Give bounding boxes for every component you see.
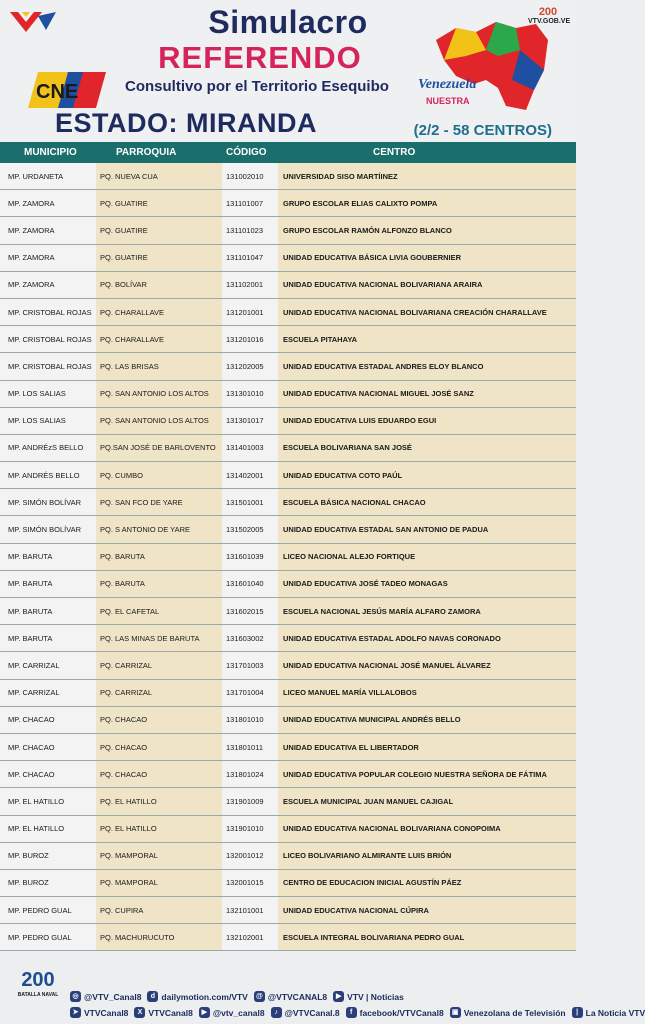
table-row: [0, 625, 576, 652]
cell-municipio: MP. URDANETA: [0, 163, 96, 189]
cell-municipio: MP. BUROZ: [0, 870, 96, 896]
cell-municipio: MP. BARUTA: [0, 544, 96, 570]
table-row: [0, 353, 576, 380]
cell-codigo: 132001012: [222, 843, 278, 869]
cell-municipio: MP. ZAMORA: [0, 190, 96, 216]
table-row: [0, 652, 576, 679]
cell-municipio: MP. EL HATILLO: [0, 788, 96, 814]
social-link-label: @VTV_Canal8: [84, 991, 142, 1002]
social-link-label: facebook/VTVCanal8: [359, 1007, 444, 1018]
cell-municipio: MP. CHACAO: [0, 707, 96, 733]
table-row: [0, 761, 576, 788]
table-row: [0, 408, 576, 435]
table-row: [0, 788, 576, 815]
venezuela-map-logo-icon: [416, 10, 554, 118]
cell-municipio: MP. ZAMORA: [0, 272, 96, 298]
social-link[interactable]: [70, 991, 141, 1002]
cell-municipio: MP. CRISTOBAL ROJAS: [0, 326, 96, 352]
youtube-icon: ▶: [199, 1007, 210, 1018]
cell-centro: UNIDAD EDUCATIVA MUNICIPAL ANDRÉS BELLO: [278, 707, 576, 733]
cell-centro: ESCUELA MUNICIPAL JUAN MANUEL CAJIGAL: [278, 788, 576, 814]
cell-municipio: MP. CARRIZAL: [0, 680, 96, 706]
cell-codigo: 131101023: [222, 217, 278, 243]
header: [0, 0, 576, 142]
cell-centro: UNIDAD EDUCATIVA ESTADAL ANDRES ELOY BLANCO: [278, 353, 576, 379]
x-icon: X: [134, 1007, 145, 1018]
cell-codigo: 131101047: [222, 245, 278, 271]
social-link[interactable]: [333, 991, 404, 1002]
cell-parroquia: PQ. GUATIRE: [96, 190, 222, 216]
news-icon: |: [572, 1007, 583, 1018]
social-link-label: VTVCanal8: [84, 1007, 129, 1018]
estado-heading: ESTADO: MIRANDA: [55, 108, 317, 138]
table-row: [0, 571, 576, 598]
table-row: [0, 924, 576, 951]
cell-parroquia: PQ. BARUTA: [96, 571, 222, 597]
cell-municipio: MP. ZAMORA: [0, 217, 96, 243]
cne-logo-icon: [28, 70, 106, 110]
cell-codigo: 131201001: [222, 299, 278, 325]
cell-centro: LICEO NACIONAL ALEJO FORTIQUE: [278, 544, 576, 570]
cell-codigo: 131901009: [222, 788, 278, 814]
cell-codigo: 132102001: [222, 924, 278, 950]
table-row: [0, 190, 576, 217]
cell-parroquia: PQ. CUMBO: [96, 462, 222, 488]
table-row: [0, 843, 576, 870]
cell-codigo: 131101007: [222, 190, 278, 216]
tiktok-icon: ♪: [271, 1007, 282, 1018]
table-row: [0, 435, 576, 462]
cell-codigo: 131601039: [222, 544, 278, 570]
vtv-200-label: 200: [538, 6, 558, 18]
cell-municipio: MP. CRISTOBAL ROJAS: [0, 353, 96, 379]
cell-parroquia: PQ. MACHURUCUTO: [96, 924, 222, 950]
cell-parroquia: PQ. CHACAO: [96, 707, 222, 733]
cell-centro: CENTRO DE EDUCACION INICIAL AGUSTÍN PÁEZ: [278, 870, 576, 896]
cell-centro: UNIDAD EDUCATIVA JOSÉ TADEO MONAGAS: [278, 571, 576, 597]
cell-centro: LICEO BOLIVARIANO ALMIRANTE LUIS BRIÓN: [278, 843, 576, 869]
social-link-label: @VTVCANAL8: [267, 991, 328, 1002]
threads-icon: @: [254, 991, 265, 1002]
social-link-label: Venezolana de Televisión: [463, 1007, 566, 1018]
col-codigo: CÓDIGO: [226, 147, 267, 158]
cell-municipio: MP. CARRIZAL: [0, 652, 96, 678]
cell-parroquia: PQ.SAN JOSÉ DE BARLOVENTO: [96, 435, 222, 461]
social-link[interactable]: [254, 991, 327, 1002]
col-parroquia: PARROQUIA: [116, 147, 177, 158]
cell-municipio: MP. ANDRÉS BELLO: [0, 462, 96, 488]
cell-centro: UNIDAD EDUCATIVA NACIONAL BOLIVARIANA CREACIÓN CHARALLAVE: [278, 299, 576, 325]
social-link[interactable]: [572, 1007, 645, 1018]
dailymotion-icon: d: [147, 991, 158, 1002]
cell-municipio: MP. SIMÓN BOLÍVAR: [0, 516, 96, 542]
cell-centro: UNIDAD EDUCATIVA COTO PAÚL: [278, 462, 576, 488]
table-row: [0, 734, 576, 761]
col-centro: CENTRO: [373, 147, 416, 158]
cell-municipio: MP. PEDRO GUAL: [0, 897, 96, 923]
instagram-icon: ◎: [70, 991, 81, 1002]
table-row: [0, 680, 576, 707]
badge-number: 200: [21, 969, 55, 991]
table-row: [0, 462, 576, 489]
cell-parroquia: PQ. GUATIRE: [96, 217, 222, 243]
cell-codigo: 131402001: [222, 462, 278, 488]
cell-codigo: 131301010: [222, 381, 278, 407]
table-row: [0, 272, 576, 299]
table-row: [0, 544, 576, 571]
social-link-label: @vtv_canal8: [212, 1007, 265, 1018]
cell-codigo: 131202005: [222, 353, 278, 379]
table-row: [0, 299, 576, 326]
cell-centro: UNIDAD EDUCATIVA NACIONAL BOLIVARIANA ARAIRA: [278, 272, 576, 298]
cell-centro: UNIVERSIDAD SISO MARTÍINEZ: [278, 163, 576, 189]
social-row-1: [70, 991, 404, 1002]
cell-codigo: 131801011: [222, 734, 278, 760]
cell-parroquia: PQ. LAS MINAS DE BARUTA: [96, 625, 222, 651]
table-row: [0, 245, 576, 272]
svg-text:Venezuela: Venezuela: [418, 77, 477, 92]
cell-codigo: 131401003: [222, 435, 278, 461]
cell-centro: UNIDAD EDUCATIVA POPULAR COLEGIO NUESTRA SEÑORA DE FÁTIMA: [278, 761, 576, 787]
cell-codigo: 131701004: [222, 680, 278, 706]
cell-centro: GRUPO ESCOLAR RAMÓN ALFONZO BLANCO: [278, 217, 576, 243]
cell-centro: ESCUELA NACIONAL JESÚS MARÍA ALFARO ZAMORA: [278, 598, 576, 624]
cell-codigo: 131801024: [222, 761, 278, 787]
cell-parroquia: PQ. CHARALLAVE: [96, 326, 222, 352]
table-row: [0, 516, 576, 543]
cell-centro: ESCUELA BÁSICA NACIONAL CHACAO: [278, 489, 576, 515]
cell-centro: UNIDAD EDUCATIVA BÁSICA LIVIA GOUBERNIER: [278, 245, 576, 271]
cell-municipio: MP. LOS SALIAS: [0, 408, 96, 434]
cell-municipio: MP. ANDRÉzS BELLO: [0, 435, 96, 461]
cell-codigo: 131602015: [222, 598, 278, 624]
cell-municipio: MP. BARUTA: [0, 598, 96, 624]
cell-centro: ESCUELA INTEGRAL BOLIVARIANA PEDRO GUAL: [278, 924, 576, 950]
social-link[interactable]: [199, 1007, 265, 1018]
social-link-label: VTVCanal8: [148, 1007, 193, 1018]
table-row: [0, 163, 576, 190]
table-row: [0, 707, 576, 734]
tv-icon: ▣: [450, 1007, 461, 1018]
cell-codigo: 131102001: [222, 272, 278, 298]
vtv-gob-label: VTV.GOB.VE: [528, 18, 571, 25]
cell-centro: GRUPO ESCOLAR ELIAS CALIXTO POMPA: [278, 190, 576, 216]
cell-parroquia: PQ. CARRIZAL: [96, 652, 222, 678]
cell-municipio: MP. PEDRO GUAL: [0, 924, 96, 950]
cell-codigo: 131501001: [222, 489, 278, 515]
vtv-icon: ▶: [333, 991, 344, 1002]
cell-parroquia: PQ. CUPIRA: [96, 897, 222, 923]
social-link-label: @VTVCanal.8: [284, 1007, 340, 1018]
title-referendo: REFERENDO: [158, 40, 362, 75]
social-link[interactable]: [450, 1007, 566, 1018]
cell-centro: UNIDAD EDUCATIVA EL LIBERTADOR: [278, 734, 576, 760]
social-link[interactable]: [134, 1007, 192, 1018]
table-row: [0, 598, 576, 625]
cell-municipio: MP. EL HATILLO: [0, 816, 96, 842]
cell-municipio: MP. CHACAO: [0, 761, 96, 787]
cell-parroquia: PQ. S ANTONIO DE YARE: [96, 516, 222, 542]
cell-parroquia: PQ. LAS BRISAS: [96, 353, 222, 379]
cell-codigo: 131901010: [222, 816, 278, 842]
table-row: [0, 381, 576, 408]
cell-codigo: 132101001: [222, 897, 278, 923]
footer: [0, 965, 645, 1024]
cell-centro: UNIDAD EDUCATIVA NACIONAL BOLIVARIANA CONOPOIMA: [278, 816, 576, 842]
cell-parroquia: PQ. BARUTA: [96, 544, 222, 570]
telegram-icon: ➤: [70, 1007, 81, 1018]
cell-parroquia: PQ. CHARALLAVE: [96, 299, 222, 325]
cell-parroquia: PQ. SAN ANTONIO LOS ALTOS: [96, 381, 222, 407]
social-row-2: [70, 1007, 645, 1018]
social-link[interactable]: [271, 1007, 340, 1018]
svg-text:CNE: CNE: [36, 81, 79, 103]
cell-codigo: 131002010: [222, 163, 278, 189]
cell-municipio: MP. ZAMORA: [0, 245, 96, 271]
cell-municipio: MP. CHACAO: [0, 734, 96, 760]
cell-parroquia: PQ. EL CAFETAL: [96, 598, 222, 624]
cell-parroquia: PQ. SAN ANTONIO LOS ALTOS: [96, 408, 222, 434]
social-link-label: VTV | Noticias: [347, 991, 404, 1002]
cell-municipio: MP. LOS SALIAS: [0, 381, 96, 407]
cell-municipio: MP. CRISTOBAL ROJAS: [0, 299, 96, 325]
table-row: [0, 816, 576, 843]
cell-parroquia: PQ. CHACAO: [96, 761, 222, 787]
social-link[interactable]: [147, 991, 247, 1002]
cell-municipio: MP. BARUTA: [0, 571, 96, 597]
cell-centro: UNIDAD EDUCATIVA ESTADAL ADOLFO NAVAS CORONADO: [278, 625, 576, 651]
badge-label: BATALLA NAVAL: [17, 992, 59, 998]
cell-codigo: 131301017: [222, 408, 278, 434]
vtv-gob-badge: [528, 6, 571, 25]
social-link-label: dailymotion.com/VTV: [161, 991, 248, 1002]
cell-municipio: MP. BARUTA: [0, 625, 96, 651]
cne-logo: [28, 70, 106, 110]
table-row: [0, 897, 576, 924]
title-consultivo: Consultivo por el Territorio Esequibo: [125, 78, 389, 95]
cell-parroquia: PQ. EL HATILLO: [96, 816, 222, 842]
cell-centro: ESCUELA BOLIVARIANA SAN JOSÉ: [278, 435, 576, 461]
cell-municipio: MP. SIMÓN BOLÍVAR: [0, 489, 96, 515]
cell-codigo: 131701003: [222, 652, 278, 678]
cell-parroquia: PQ. EL HATILLO: [96, 788, 222, 814]
centros-count: (2/2 - 58 CENTROS): [413, 122, 552, 139]
cell-centro: UNIDAD EDUCATIVA NACIONAL MIGUEL JOSÉ SANZ: [278, 381, 576, 407]
title-simulacro: Simulacro: [208, 4, 368, 40]
social-link[interactable]: [70, 1007, 128, 1018]
table-header: [0, 142, 576, 163]
cell-codigo: 131603002: [222, 625, 278, 651]
cell-parroquia: PQ. GUATIRE: [96, 245, 222, 271]
cell-centro: UNIDAD EDUCATIVA LUIS EDUARDO EGUI: [278, 408, 576, 434]
cell-codigo: 131601040: [222, 571, 278, 597]
cell-codigo: 132001015: [222, 870, 278, 896]
cell-parroquia: PQ. CARRIZAL: [96, 680, 222, 706]
social-link[interactable]: [346, 1007, 444, 1018]
cell-parroquia: PQ. MAMPORAL: [96, 870, 222, 896]
col-municipio: MUNICIPIO: [24, 147, 77, 158]
cell-parroquia: PQ. NUEVA CUA: [96, 163, 222, 189]
cell-codigo: 131801010: [222, 707, 278, 733]
cell-municipio: MP. BUROZ: [0, 843, 96, 869]
cell-parroquia: PQ. CHACAO: [96, 734, 222, 760]
table-row: [0, 326, 576, 353]
cell-centro: LICEO MANUEL MARÍA VILLALOBOS: [278, 680, 576, 706]
cell-parroquia: PQ. BOLÍVAR: [96, 272, 222, 298]
facebook-icon: f: [346, 1007, 357, 1018]
svg-text:NUESTRA: NUESTRA: [426, 96, 470, 106]
cell-codigo: 131502005: [222, 516, 278, 542]
cell-centro: UNIDAD EDUCATIVA NACIONAL CÚPIRA: [278, 897, 576, 923]
cell-centro: ESCUELA PITAHAYA: [278, 326, 576, 352]
cell-parroquia: PQ. SAN FCO DE YARE: [96, 489, 222, 515]
table-body: [0, 163, 576, 951]
cell-codigo: 131201016: [222, 326, 278, 352]
batalla-naval-badge: [14, 969, 62, 998]
table-row: [0, 217, 576, 244]
social-link-label: La Noticia VTV: [585, 1007, 645, 1018]
cell-centro: UNIDAD EDUCATIVA NACIONAL JOSÉ MANUEL ÁLVAREZ: [278, 652, 576, 678]
table-row: [0, 870, 576, 897]
table-row: [0, 489, 576, 516]
cell-parroquia: PQ. MAMPORAL: [96, 843, 222, 869]
cell-centro: UNIDAD EDUCATIVA ESTADAL SAN ANTONIO DE PADUA: [278, 516, 576, 542]
